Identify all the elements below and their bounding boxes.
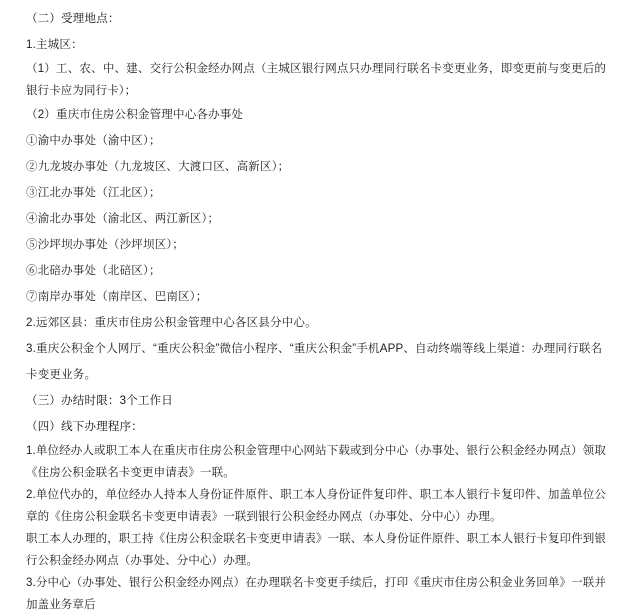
list-item-management-center-offices: （2）重庆市住房公积金管理中心各办事处 xyxy=(26,109,244,121)
procedure-step-3: 3.分中心（办事处、银行公积金经办网点）在办理联名卡变更手续后，打印《重庆市住房公积金业务回单》一联并加盖业务章后 xyxy=(26,577,606,611)
section-heading-processing-time xyxy=(26,388,606,414)
procedure-step-1: 1.单位经办人或职工本人在重庆市住房公积金管理中心网站下载或到分中心（办事处、银行公积金经办网点）领取《住房公积金联名卡变更申请表》一联。 xyxy=(26,445,606,479)
list-item-nanan-office: ⑦南岸办事处（南岸区、巴南区）； xyxy=(26,291,208,303)
procedure-step-2: 2.单位代办的，单位经办人持本人身份证件原件、职工本人身份证件复印件、职工本人银行卡复印件、加盖单位公章的《住房公积金联名卡变更申请表》一联到银行公积金经办网点（办事处、分中心）办理。 xyxy=(26,489,606,523)
list-item-shapingba-office: ⑤沙坪坝办事处（沙坪坝区）； xyxy=(26,239,185,251)
list-item-jiulongpo-office: ②九龙坡办事处（九龙坡区、大渡口区、高新区）； xyxy=(26,161,290,173)
list-item-beibei-office: ⑥北碚办事处（北碚区）； xyxy=(26,265,161,277)
list-item-main-urban-area: 1.主城区： xyxy=(26,39,83,51)
list-item-yuzhong-office: ①渝中办事处（渝中区）； xyxy=(26,135,161,147)
list-item-yubei-office: ④渝北办事处（渝北区、两江新区）； xyxy=(26,213,220,225)
section-heading-receiving-locations: （二）受理地点： xyxy=(26,13,120,25)
list-item-online-channels: 3.重庆公积金个人网厅、“重庆公积金”微信小程序、“重庆公积金”手机APP、自动终端等线上渠道：办理同行联名卡变更业务。 xyxy=(26,343,603,381)
list-item-suburban-districts: 2.远郊区县：重庆市住房公积金管理中心各区县分中心。 xyxy=(26,317,317,329)
list-item-jiangbei-office: ③江北办事处（江北区）； xyxy=(26,187,161,199)
processing-time-value: 3个工作日 xyxy=(119,395,174,407)
list-item-bank-outlets: （1）工、农、中、建、交行公积金经办网点（主城区银行网点只办理同行联名卡变更业务，即变更前与变更后的银行卡应为同行卡）； xyxy=(26,63,606,97)
section-heading-offline-procedure: （四）线下办理程序： xyxy=(26,421,143,433)
procedure-step-employee-self: 职工本人办理的，职工持《住房公积金联名卡变更申请表》一联、本人身份证件原件、职工本人银行卡复印件到银行公积金经办网点（办事处、分中心）办理。 xyxy=(26,533,606,567)
processing-time-label: （三）办结时限： xyxy=(26,395,120,407)
